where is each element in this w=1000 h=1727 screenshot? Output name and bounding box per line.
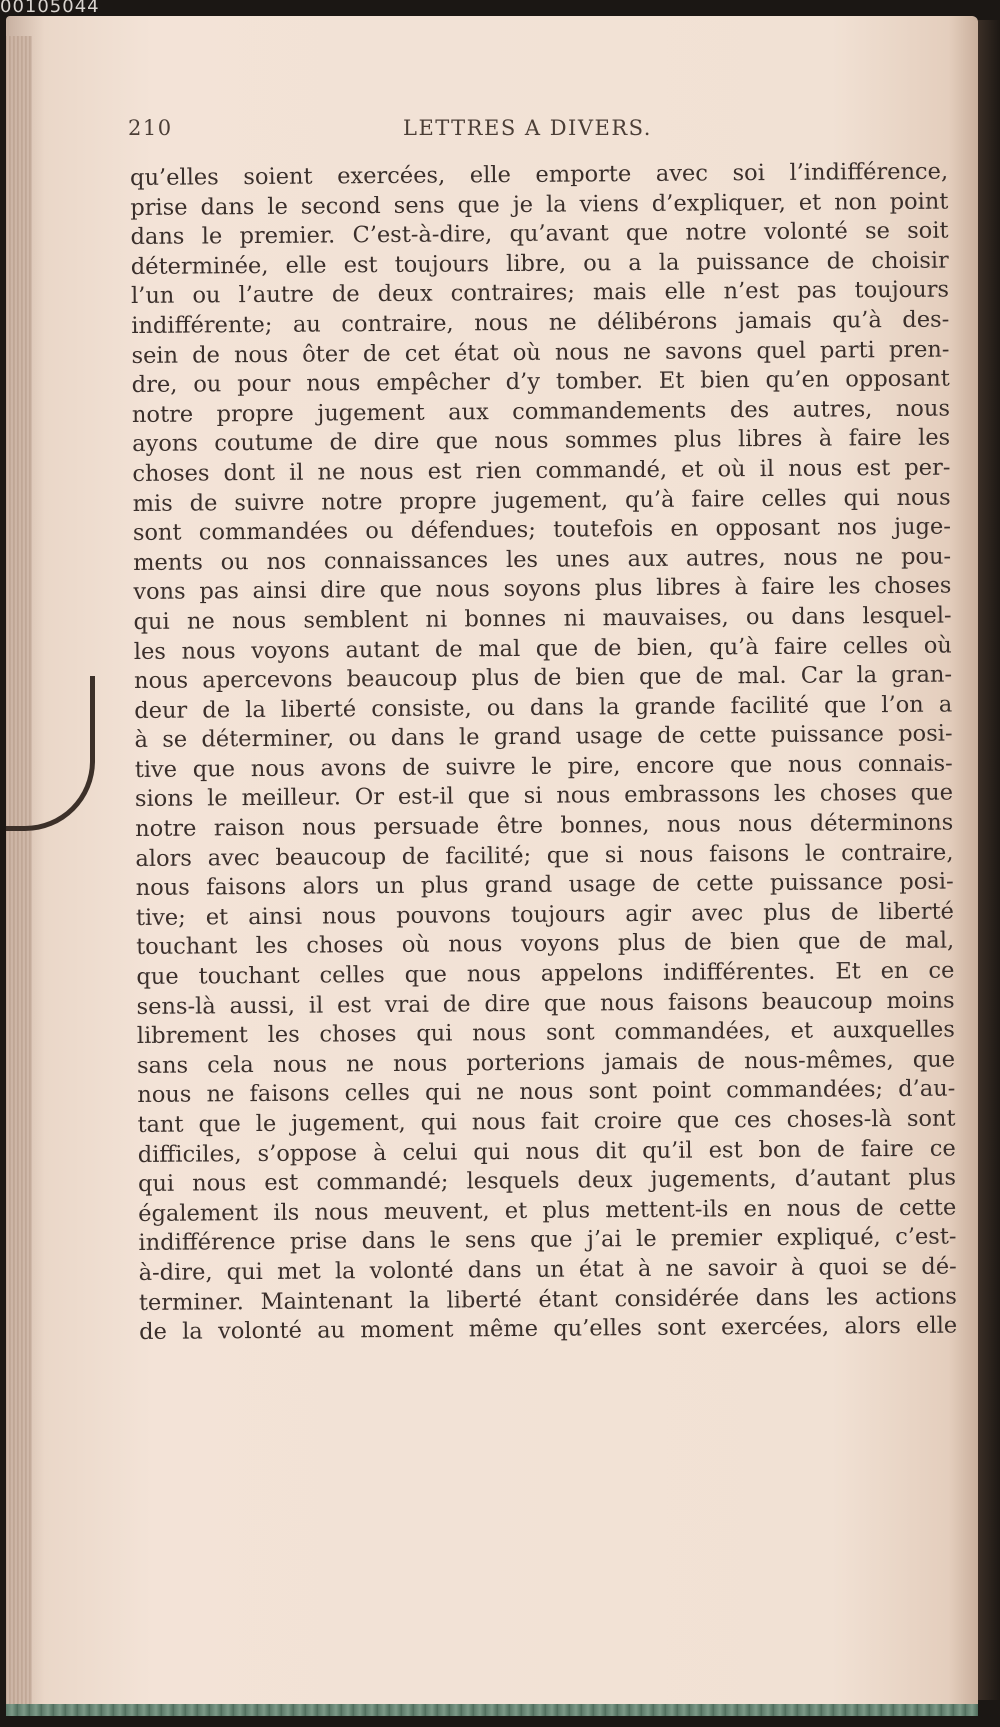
page-number: 210 [128, 116, 173, 140]
page-header [128, 116, 828, 146]
text-line: deur de la liberté consiste, ou dans la grande facilité que l’on a [134, 691, 953, 724]
text-line: prise dans le second sens que je la viens d’expliquer, et non point [130, 188, 949, 221]
text-line: déterminée, elle est toujours libre, ou a la puissance de choisir [130, 247, 949, 280]
running-title: LETTRES A DIVERS. [403, 116, 652, 140]
text-line: ments ou nos connaissances les unes aux autres, nous ne pou- [133, 543, 952, 576]
text-line: ayons coutume de dire que nous sommes plus libres à faire les [132, 424, 951, 458]
text-line: touchant les choses où nous voyons plus de bien que de mal, [136, 927, 955, 961]
text-line: qui nous est commandé; lesquels deux jugements, d’autant plus [137, 1164, 957, 1198]
text-line: les nous voyons autant de mal que de bien, qu’à faire celles où [133, 632, 952, 665]
text-line: difficiles, s’oppose à celui qui nous dit qu’il est bon de faire ce [137, 1135, 956, 1168]
text-line: notre raison nous persuade être bonnes, nous nous déterminons [135, 809, 954, 843]
text-line: nous faisons alors un plus grand usage de cette puissance posi- [135, 868, 954, 902]
text-line: terminer. Maintenant la liberté étant considérée dans les actions [138, 1283, 958, 1316]
text-line: tive; et ainsi nous pouvons toujours agir avec plus de liberté [135, 898, 954, 931]
text-line: sens-là aussi, il est vrai de dire que nous faisons beaucoup moins [136, 987, 955, 1020]
text-line: qu’elles soient exercées, elle emporte avec soi l’indifférence, [130, 158, 949, 191]
page-bottom-edge [6, 1704, 978, 1716]
text-line: sont commandées ou défendues; toutefois en opposant nos juge- [132, 513, 951, 547]
text-line: indifférente; au contraire, nous ne délibérons jamais qu’à des- [131, 306, 950, 339]
text-line: nous apercevons beaucoup plus de bien que de mal. Car la gran- [133, 661, 953, 695]
text-line: à-dire, qui met la volonté dans un état à ne savoir à quoi se dé- [138, 1253, 957, 1286]
text-line: mis de suivre notre propre jugement, qu’à faire celles qui nous [132, 484, 951, 517]
text-line: que touchant celles que nous appelons indifférentes. Et en ce [136, 957, 955, 991]
text-line: vons pas ainsi dire que nous soyons plus libres à faire les choses [133, 572, 952, 606]
page-gutter [6, 36, 32, 1716]
text-line: nous ne faisons celles qui ne nous sont point commandées; d’au- [137, 1075, 956, 1109]
text-line: qui ne nous semblent ni bonnes ni mauvaises, ou dans lesquel- [133, 602, 952, 635]
text-line: notre propre jugement aux commandements des autres, nous [131, 395, 951, 428]
bookmark-ribbon [6, 676, 95, 831]
text-line: sions le meilleur. Or est-il que si nous embrassons les choses que [134, 780, 954, 813]
text-line: également ils nous meuvent, et plus mettent-ils en nous de cette [138, 1194, 957, 1227]
text-line: alors avec beaucoup de facilité; que si nous faisons le contraire, [135, 839, 954, 872]
text-line: sans cela nous ne nous porterions jamais de nous-mêmes, que [136, 1046, 956, 1079]
text-line: sein de nous ôter de cet état où nous ne savons quel parti pren- [131, 336, 950, 369]
library-stamp: 00105044 [0, 0, 100, 14]
text-line: de la volonté au moment même qu’elles sont exercées, alors elle [139, 1312, 958, 1346]
text-line: choses dont il ne nous est rien commandé, et où il nous est per- [132, 454, 951, 487]
body-text [130, 158, 957, 1348]
text-line: à se déterminer, ou dans le grand usage de cette puissance posi- [134, 720, 953, 754]
text-line: dre, ou pour nous empêcher d’y tomber. Et bien qu’en opposant [131, 365, 950, 399]
text-line: indifférence prise dans le sens que j’ai le premier expliqué, c’est- [138, 1223, 957, 1257]
text-line: dans le premier. C’est-à-dire, qu’avant que notre volonté se soit [130, 217, 949, 251]
text-line: l’un ou l’autre de deux contraires; mais elle n’est pas toujours [130, 276, 950, 310]
text-line: librement les choses qui nous sont commandées, et auxquelles [136, 1016, 955, 1050]
text-line: tant que le jugement, qui nous fait croire que ces choses-là sont [137, 1105, 956, 1138]
text-line: tive que nous avons de suivre le pire, encore que nous connais- [134, 750, 953, 783]
